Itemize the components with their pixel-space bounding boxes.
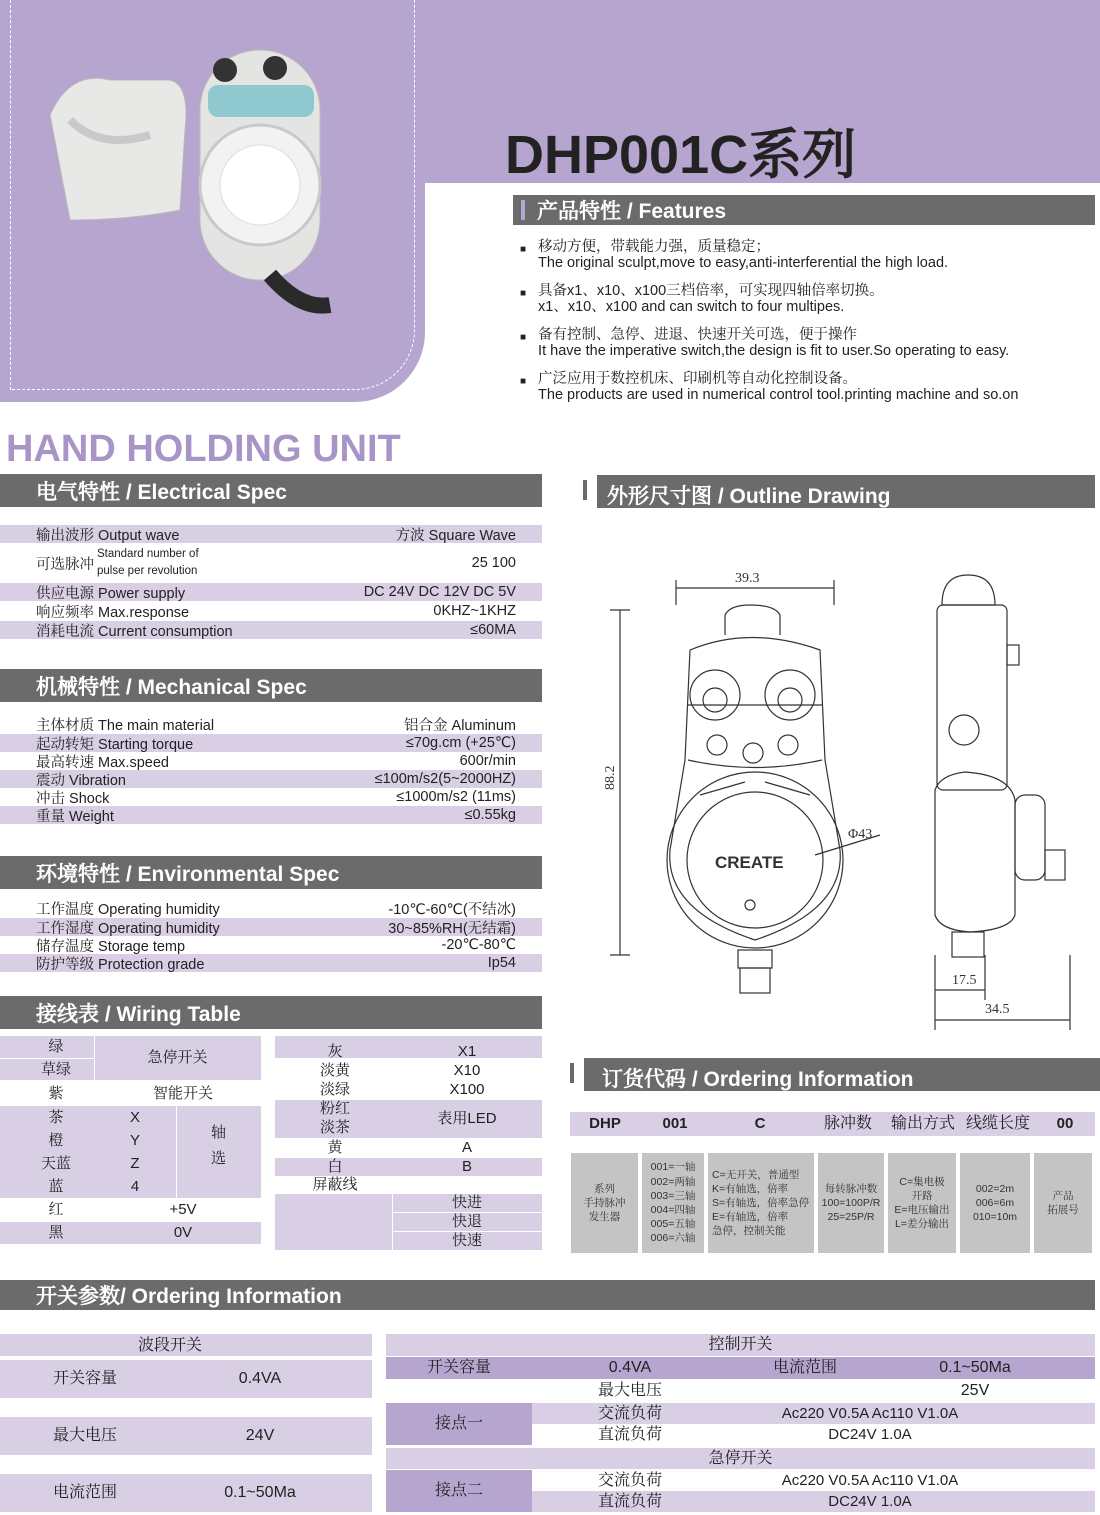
switch-value: DC24V 1.0A bbox=[828, 1425, 912, 1443]
wire-function: 4 bbox=[130, 1178, 140, 1195]
code-part: DHP bbox=[589, 1115, 621, 1132]
wire-function: 0V bbox=[173, 1224, 193, 1241]
ordering-cell: 001=一轴 002=两轴 003=三轴 004=四轴 005=五轴 006=六轴 bbox=[642, 1153, 704, 1253]
wire-color: 黑 bbox=[48, 1224, 64, 1241]
switch-value: 0.4VA bbox=[238, 1370, 282, 1388]
dim-depth-a: 17.5 bbox=[952, 973, 977, 988]
brand-logo: CREATE bbox=[715, 853, 784, 872]
wire-function: X1 bbox=[457, 1043, 477, 1060]
switch-label: 电流范围 bbox=[52, 1484, 117, 1502]
wire-function: 选 bbox=[210, 1150, 226, 1167]
wire-color: 屏蔽线 bbox=[312, 1176, 358, 1193]
ordering-cell: C=集电极 开路 E=电压输出 L=差分输出 bbox=[888, 1153, 956, 1253]
wire-color: 淡黄 bbox=[319, 1062, 350, 1079]
heading-marker bbox=[570, 1063, 574, 1083]
switch-label: 交流负荷 bbox=[597, 1404, 662, 1422]
wire-function: +5V bbox=[169, 1201, 197, 1218]
wire-color: 草绿 bbox=[40, 1060, 71, 1078]
wire-color: 淡茶 bbox=[319, 1119, 350, 1136]
ordering-cell: C=无开关，普通型 K=有轴选，倍率 S=有轴选，倍率急停 E=有轴选，倍率 急停，控制关能 bbox=[708, 1153, 814, 1253]
switch-label: 电流范围 bbox=[772, 1359, 837, 1377]
table-row: 工作湿度 Operating humidity 30~85%RH(无结霜) bbox=[0, 918, 542, 936]
wire-color: 橙 bbox=[48, 1132, 64, 1149]
table-row: 最高转速 Max.speed 600r/min bbox=[36, 753, 516, 771]
wire-function: 急停开关 bbox=[147, 1049, 208, 1066]
page-title: DHP001C系列 bbox=[505, 125, 857, 185]
wire-color: 茶 bbox=[48, 1109, 64, 1126]
list-item: ■ 移动方便，带载能力强，质量稳定； The original sculpt,move to easy,anti-interferential the high load. bbox=[520, 239, 949, 271]
wire-function: 快退 bbox=[451, 1213, 482, 1230]
features-list bbox=[520, 240, 1090, 416]
switch-label: 直流负荷 bbox=[597, 1425, 662, 1443]
switch-heading: 开关参数/ Ordering Information bbox=[0, 1280, 1095, 1310]
wire-function: X100 bbox=[449, 1081, 485, 1098]
ordering-cell: 002=2m 006=6m 010=10m bbox=[960, 1153, 1030, 1253]
switch-title: 急停开关 bbox=[708, 1449, 773, 1467]
table-row: 主体材质 The main material 铝合金 Aluminum bbox=[36, 717, 516, 734]
wiring-heading: 接线表 / Wiring Table bbox=[0, 996, 542, 1029]
switch-label: 接点一 bbox=[434, 1415, 483, 1433]
code-part: 线缆长度 bbox=[965, 1115, 1030, 1133]
dim-diameter: Φ43 bbox=[848, 827, 873, 842]
list-item: ■ 具备x1、x10、x100三档倍率，可实现四轴倍率切换。 x1、x10、x100 and can switch to four multipes. bbox=[520, 283, 884, 315]
table-row: 冲击 Shock ≤1000m/s2 (11ms) bbox=[36, 789, 516, 807]
environmental-heading: 环境特性 / Environmental Spec bbox=[0, 856, 542, 889]
wire-color: 绿 bbox=[48, 1038, 64, 1055]
wire-color: 红 bbox=[48, 1201, 64, 1218]
ordering-heading: 订货代码 / Ordering Information bbox=[570, 1058, 1100, 1091]
switch-value: DC24V 1.0A bbox=[828, 1492, 912, 1510]
table-row: 震动 Vibration ≤100m/s2(5~2000HZ) bbox=[0, 770, 542, 788]
switch-value: 0.4VA bbox=[608, 1359, 652, 1377]
table-row: 储存温度 Storage temp -20℃-80℃ bbox=[36, 937, 516, 955]
wire-function: 智能开关 bbox=[152, 1085, 213, 1102]
switch-label: 最大电压 bbox=[52, 1427, 117, 1445]
switch-label: 最大电压 bbox=[597, 1382, 662, 1400]
table-row: 工作温度 Operating humidity -10℃-60℃(不结冰) bbox=[36, 901, 516, 918]
ordering-cell: 系列 手持脉冲 发生器 bbox=[571, 1153, 638, 1253]
wire-color: 粉红 bbox=[319, 1100, 350, 1117]
switch-label: 接点二 bbox=[434, 1482, 483, 1500]
switch-label: 开关容量 bbox=[426, 1359, 491, 1377]
code-part: 脉冲数 bbox=[823, 1115, 872, 1133]
ordering-cell: 每转脉冲数 100=100P/R 25=25P/R bbox=[818, 1153, 884, 1253]
wire-color: 白 bbox=[327, 1158, 343, 1175]
list-item: ■ 广泛应用于数控机床、印刷机等自动化控制设备。 The products are used in numerical control tool.printing machine and so.on bbox=[520, 371, 1019, 403]
wire-color: 灰 bbox=[327, 1043, 343, 1060]
wire-function: B bbox=[461, 1158, 472, 1175]
wire-function: X10 bbox=[453, 1062, 481, 1079]
table-row: 防护等级 Protection grade Ip54 bbox=[0, 954, 542, 972]
table-row: 消耗电流 Current consumption ≤60MA bbox=[0, 621, 542, 639]
unit-title: HAND HOLDING UNIT bbox=[6, 428, 401, 470]
switch-value: 25V bbox=[960, 1382, 990, 1400]
switch-value: Ac220 V0.5A Ac110 V1.0A bbox=[781, 1404, 959, 1422]
heading-marker bbox=[521, 200, 525, 220]
wire-color: 蓝 bbox=[48, 1178, 64, 1195]
switch-label: 直流负荷 bbox=[597, 1492, 662, 1510]
wire-function: Y bbox=[129, 1132, 140, 1149]
switch-value: 24V bbox=[245, 1427, 275, 1445]
code-part: C bbox=[754, 1115, 766, 1132]
outline-drawing bbox=[590, 560, 1090, 1030]
wire-color: 淡绿 bbox=[319, 1081, 350, 1098]
outline-heading: 外形尺寸图 / Outline Drawing bbox=[583, 475, 1095, 508]
dim-width: 39.3 bbox=[735, 571, 760, 586]
table-row: 响应频率 Max.response 0KHZ~1KHZ bbox=[36, 603, 516, 621]
table-row: 重量 Weight ≤0.55kg bbox=[0, 806, 542, 824]
switch-label: 交流负荷 bbox=[597, 1471, 662, 1489]
photo-panel bbox=[0, 0, 425, 402]
ordering-cell: 产品 拓展号 bbox=[1034, 1153, 1092, 1253]
mechanical-heading: 机械特性 / Mechanical Spec bbox=[0, 669, 542, 702]
dim-height: 88.2 bbox=[603, 765, 618, 790]
table-row: 供应电源 Power supply DC 24V DC 12V DC 5V bbox=[0, 583, 542, 601]
wire-color: 紫 bbox=[48, 1085, 64, 1102]
wire-function: 表用LED bbox=[437, 1110, 497, 1127]
heading-marker bbox=[583, 480, 587, 500]
wire-color: 黄 bbox=[327, 1139, 343, 1156]
wire-function: Z bbox=[130, 1155, 140, 1172]
switch-value: 0.1~50Ma bbox=[939, 1359, 1011, 1377]
features-heading: 产品特性 / Features bbox=[513, 195, 1095, 225]
wire-function: 快速 bbox=[451, 1232, 482, 1249]
table-row: 起动转矩 Starting torque ≤70g.cm (+25℃) bbox=[0, 734, 542, 752]
switch-label: 开关容量 bbox=[52, 1370, 117, 1388]
wire-function: 快进 bbox=[451, 1194, 482, 1211]
dim-depth-b: 34.5 bbox=[985, 1002, 1010, 1017]
switch-title: 控制开关 bbox=[708, 1336, 773, 1354]
wire-color: 天蓝 bbox=[40, 1155, 71, 1172]
wire-function: 轴 bbox=[210, 1124, 226, 1141]
table-row: 输出波形 Output wave 方波 Square Wave bbox=[0, 525, 542, 543]
switch-value: 0.1~50Ma bbox=[224, 1484, 296, 1502]
switch-value: Ac220 V0.5A Ac110 V1.0A bbox=[781, 1471, 959, 1489]
wire-function: A bbox=[461, 1139, 472, 1156]
code-part: 00 bbox=[1056, 1115, 1074, 1132]
table-row: 可选脉冲 Standard number of pulse per revolution 25 100 bbox=[36, 547, 516, 577]
wire-function: X bbox=[129, 1109, 140, 1126]
switch-title: 波段开关 bbox=[137, 1337, 202, 1355]
product-photo bbox=[30, 40, 360, 340]
electrical-heading: 电气特性 / Electrical Spec bbox=[0, 474, 542, 507]
code-part: 输出方式 bbox=[890, 1115, 955, 1133]
code-part: 001 bbox=[662, 1115, 688, 1132]
list-item: ■ 备有控制、急停、进退、快速开关可选，便于操作 It have the imperative switch,the design is fit to user.So operating to easy. bbox=[520, 327, 1010, 359]
